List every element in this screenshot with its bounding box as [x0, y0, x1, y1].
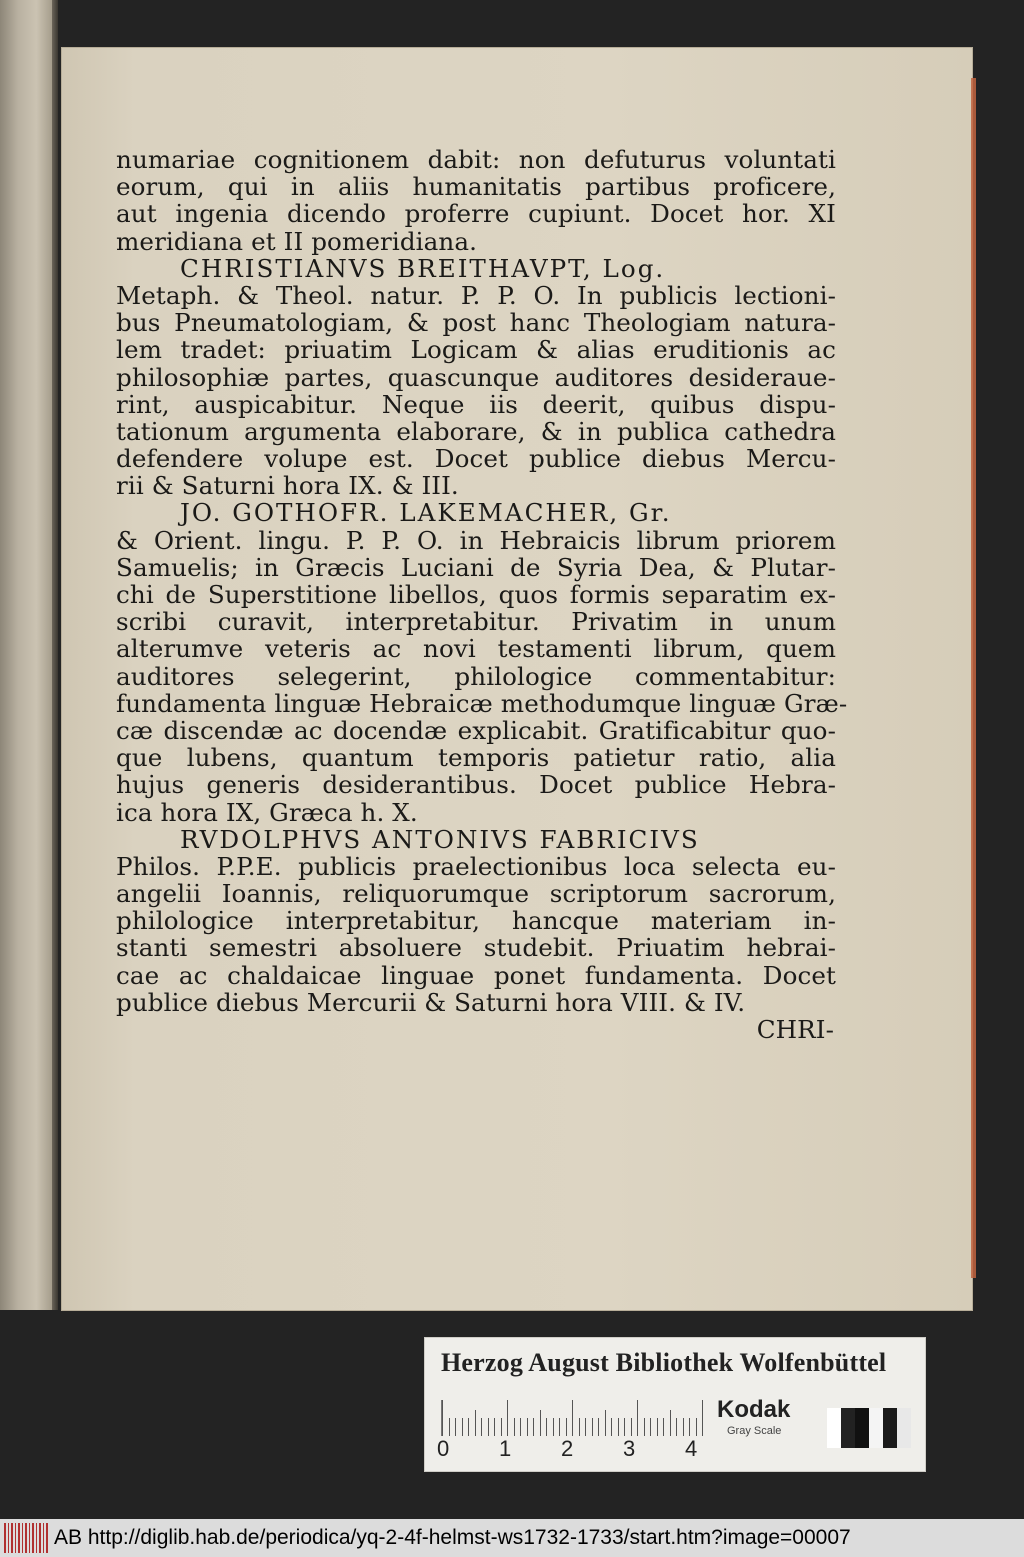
ruler-tick	[559, 1418, 560, 1436]
ruler-tick	[618, 1418, 619, 1436]
ruler-tick	[553, 1418, 554, 1436]
gray-swatches	[827, 1408, 911, 1448]
text-line: hujus generis desiderantibus. Docet publice Hebra-	[116, 770, 836, 800]
text-line: rint, auspicabitur. Neque iis deerit, quibus dispu-	[116, 389, 836, 419]
text-line: philologice interpretabitur, hancque materiam in-	[116, 906, 836, 936]
text-line: lem tradet: priuatim Logicam & alias eruditionis ac	[116, 335, 836, 365]
ruler-tick	[494, 1418, 495, 1436]
body-text	[116, 145, 848, 1044]
ruler-tick	[572, 1400, 573, 1436]
source-url: AB http://diglib.hab.de/periodica/yq-2-4f-helmst-ws1732-1733/start.htm?image=00007	[54, 1526, 851, 1549]
gray-scale-label: Gray Scale	[727, 1425, 782, 1437]
adjacent-page-edge	[0, 0, 52, 1310]
ruler-label: 4	[685, 1436, 698, 1461]
ruler-tick	[455, 1418, 456, 1436]
ruler-tick	[657, 1418, 658, 1436]
text-line: angelii Ioannis, reliquorumque scriptorum sacrorum,	[116, 879, 836, 909]
text-line: tationum argumenta elaborare, & in publica cathedra	[116, 416, 836, 446]
text-line: & Orient. lingu. P. P. O. in Hebraicis librum priorem	[116, 525, 836, 555]
ruler-tick	[527, 1418, 528, 1436]
ruler-tick	[663, 1418, 664, 1436]
gray-swatch	[869, 1408, 883, 1448]
ruler-tick	[488, 1418, 489, 1436]
text-line: publice diebus Mercurii & Saturni hora VIII. & IV.	[116, 987, 746, 1017]
text-line: auditores selegerint, philologice commentabitur:	[116, 661, 836, 691]
ruler-tick	[696, 1418, 697, 1436]
gray-swatch	[841, 1408, 855, 1448]
ruler-tick	[611, 1418, 612, 1436]
text-line: aut ingenia dicendo proferre cupiunt. Docet hor. XI	[116, 199, 836, 229]
ruler-tick	[520, 1418, 521, 1436]
gray-swatch	[855, 1408, 869, 1448]
ruler-tick	[514, 1418, 515, 1436]
ruler-tick	[566, 1418, 567, 1436]
ruler-tick	[468, 1418, 469, 1436]
document-page	[62, 48, 972, 1310]
ruler-tick	[462, 1418, 463, 1436]
text-line: RVDOLPHVS ANTONIVS FABRICIVS	[180, 824, 700, 854]
ruler-tick	[631, 1418, 632, 1436]
ruler-tick	[533, 1418, 534, 1436]
gray-swatch	[827, 1408, 841, 1448]
ruler-tick	[540, 1410, 541, 1436]
kodak-logo: Kodak	[717, 1396, 791, 1423]
ruler-label: 0	[437, 1436, 450, 1461]
text-line: cæ discendæ ac docendæ explicabit. Gratificabitur quo-	[116, 715, 836, 745]
library-color-card	[424, 1337, 926, 1472]
ruler-tick	[644, 1418, 645, 1436]
text-line: meridiana et II pomeridiana.	[116, 226, 478, 256]
text-line: Metaph. & Theol. natur. P. P. O. In publicis lectioni-	[116, 280, 836, 310]
text-line: scribi curavit, interpretabitur. Privatim in unum	[116, 607, 836, 637]
ruler-tick	[592, 1418, 593, 1436]
text-line: CHRISTIANVS BREITHAVPT, Log.	[180, 253, 666, 283]
text-line: ica hora IX, Græca h. X.	[116, 797, 418, 827]
text-line: Philos. P.P.E. publicis praelectionibus loca selecta eu-	[116, 851, 836, 881]
text-line: fundamenta linguæ Hebraicæ methodumque linguæ Græ-	[116, 688, 848, 718]
page-red-edge	[971, 78, 976, 1278]
ruler-tick	[683, 1418, 684, 1436]
text-line: chi de Superstitione libellos, quos formis separatim ex-	[116, 580, 836, 609]
text-line: que lubens, quantum temporis patietur ratio, alia	[116, 743, 836, 773]
ruler-tick	[624, 1418, 625, 1436]
text-line: cae ac chaldaicae linguae ponet fundamenta. Docet	[116, 960, 836, 990]
ruler-tick	[475, 1410, 476, 1436]
gray-swatch	[883, 1408, 897, 1448]
text-line: stanti semestri absoluere studebit. Priuatim hebrai-	[116, 933, 836, 963]
ruler-label: 1	[499, 1436, 512, 1461]
gray-swatch	[897, 1408, 911, 1448]
ruler-tick	[585, 1418, 586, 1436]
ruler-tick	[702, 1400, 703, 1436]
ruler-label: 3	[623, 1436, 636, 1461]
ruler-tick	[650, 1418, 651, 1436]
ruler-tick	[579, 1418, 580, 1436]
ruler-tick	[598, 1418, 599, 1436]
text-line: JO. GOTHOFR. LAKEMACHER, Gr.	[180, 498, 672, 528]
text-line: CHRI-	[756, 1015, 834, 1044]
text-line: philosophiæ partes, quascunque auditores desideraue-	[116, 362, 836, 392]
text-line: numariae cognitionem dabit: non defuturus voluntati	[116, 145, 836, 174]
ruler-tick	[449, 1418, 450, 1436]
ruler-tick	[637, 1400, 638, 1436]
ruler-tick	[481, 1418, 482, 1436]
text-line: bus Pneumatologiam, & post hanc Theologiam natura-	[116, 308, 836, 338]
source-url-bar	[0, 1519, 1024, 1557]
ruler-tick	[507, 1400, 508, 1436]
ruler-tick	[546, 1418, 547, 1436]
ruler-tick	[676, 1418, 677, 1436]
ruler-tick	[689, 1418, 690, 1436]
barcode-icon	[4, 1523, 50, 1553]
text-line: eorum, qui in aliis humanitatis partibus proficere,	[116, 172, 836, 202]
ruler-tick	[501, 1418, 502, 1436]
library-name: Herzog August Bibliothek Wolfenbüttel	[441, 1348, 887, 1377]
ruler-tick	[442, 1400, 443, 1436]
text-line: rii & Saturni hora IX. & III.	[116, 471, 459, 501]
ruler-label: 2	[561, 1436, 574, 1461]
ruler-tick	[605, 1410, 606, 1436]
scale-ruler	[441, 1400, 708, 1436]
text-line: defendere volupe est. Docet publice diebus Mercu-	[116, 444, 836, 474]
text-line: Samuelis; in Græcis Luciani de Syria Dea, & Plutar-	[116, 552, 836, 582]
ruler-tick	[670, 1410, 671, 1436]
text-line: alterumve veteris ac novi testamenti librum, quem	[116, 634, 836, 664]
